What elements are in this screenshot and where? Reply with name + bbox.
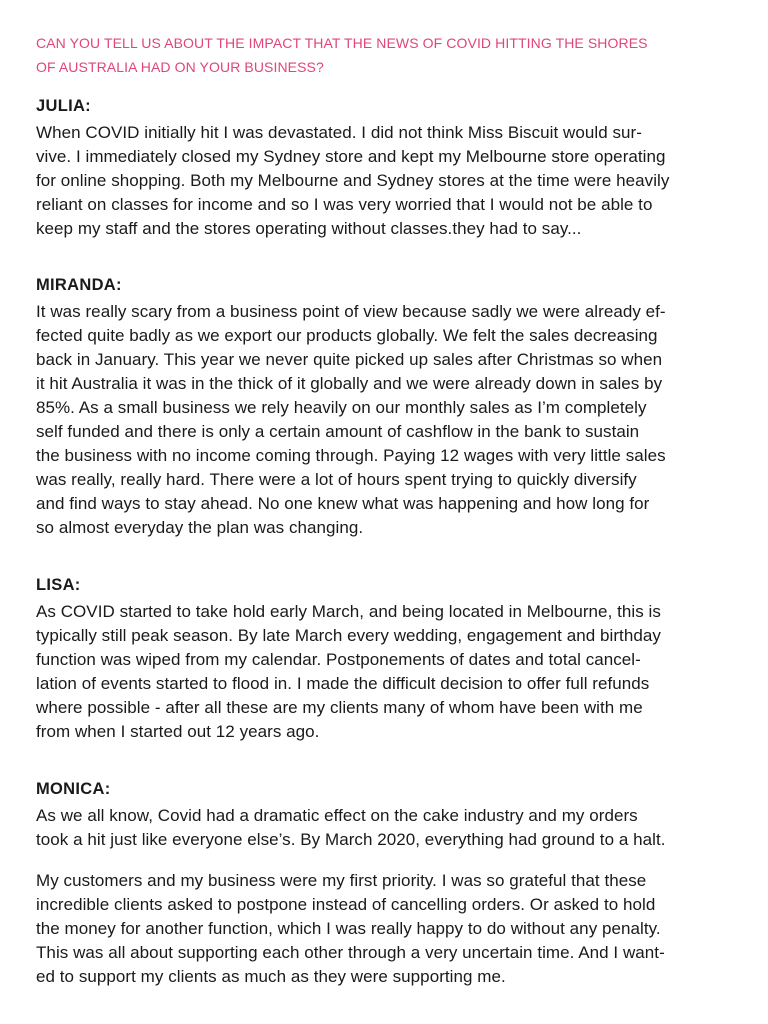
text-line: When COVID initially hit I was devastated. I did not think Miss Biscuit would sur- [36, 123, 642, 142]
text-line: where possible - after all these are my clients many of whom have been with me [36, 698, 643, 717]
text-line: back in January. This year we never quite picked up sales after Christmas so when [36, 350, 663, 369]
text-line: it hit Australia it was in the thick of it globally and we were already down in sales by [36, 374, 663, 393]
text-line: took a hit just like everyone else’s. By March 2020, everything had ground to a halt. [36, 830, 666, 849]
text-line: for online shopping. Both my Melbourne and Sydney stores at the time were heavily [36, 171, 670, 190]
text-line: from when I started out 12 years ago. [36, 722, 320, 741]
answer-paragraph [36, 804, 736, 852]
text-line: the business with no income coming through. Paying 12 wages with very little sales [36, 446, 666, 465]
interview-question [36, 31, 736, 79]
answer-paragraph [36, 869, 736, 989]
speaker-name: MIRANDA: [36, 276, 122, 294]
text-line: lation of events started to flood in. I made the difficult decision to offer full refunds [36, 674, 650, 693]
question-line: OF AUSTRALIA HAD ON YOUR BUSINESS? [36, 59, 324, 75]
text-line: keep my staff and the stores operating without classes.they had to say... [36, 219, 582, 238]
text-line: ed to support my clients as much as they were supporting me. [36, 967, 506, 986]
answer-monica [36, 777, 736, 989]
answer-paragraph [36, 600, 736, 744]
answer-paragraph [36, 300, 736, 540]
text-line: was really, really hard. There were a lot of hours spent trying to quickly diversify [36, 470, 637, 489]
text-line: fected quite badly as we export our products globally. We felt the sales decreasing [36, 326, 658, 345]
text-line: reliant on classes for income and so I was very worried that I would not be able to [36, 195, 653, 214]
text-line: typically still peak season. By late March every wedding, engagement and birthday [36, 626, 661, 645]
text-line: so almost everyday the plan was changing. [36, 518, 364, 537]
text-line: incredible clients asked to postpone instead of cancelling orders. Or asked to hold [36, 895, 656, 914]
text-line: function was wiped from my calendar. Postponements of dates and total cancel- [36, 650, 641, 669]
answer-julia [36, 94, 736, 241]
question-line: CAN YOU TELL US ABOUT THE IMPACT THAT THE NEWS OF COVID HITTING THE SHORES [36, 35, 648, 51]
text-line: the money for another function, which I was really happy to do without any penalty. [36, 919, 661, 938]
speaker-name: MONICA: [36, 780, 111, 798]
text-line: 85%. As a small business we rely heavily on our monthly sales as I’m completely [36, 398, 647, 417]
text-line: and find ways to stay ahead. No one knew what was happening and how long for [36, 494, 650, 513]
speaker-name: JULIA: [36, 97, 91, 115]
speaker-name: LISA: [36, 576, 81, 594]
answer-miranda [36, 273, 736, 540]
answer-paragraph [36, 121, 736, 241]
text-line: self funded and there is only a certain amount of cashflow in the bank to sustain [36, 422, 640, 441]
answer-lisa [36, 573, 736, 744]
text-line: As we all know, Covid had a dramatic effect on the cake industry and my orders [36, 806, 638, 825]
text-line: It was really scary from a business point of view because sadly we were already ef- [36, 302, 666, 321]
text-line: My customers and my business were my first priority. I was so grateful that these [36, 871, 647, 890]
text-line: vive. I immediately closed my Sydney store and kept my Melbourne store operating [36, 147, 666, 166]
text-line: As COVID started to take hold early March, and being located in Melbourne, this is [36, 602, 661, 621]
text-line: This was all about supporting each other through a very uncertain time. And I want- [36, 943, 665, 962]
